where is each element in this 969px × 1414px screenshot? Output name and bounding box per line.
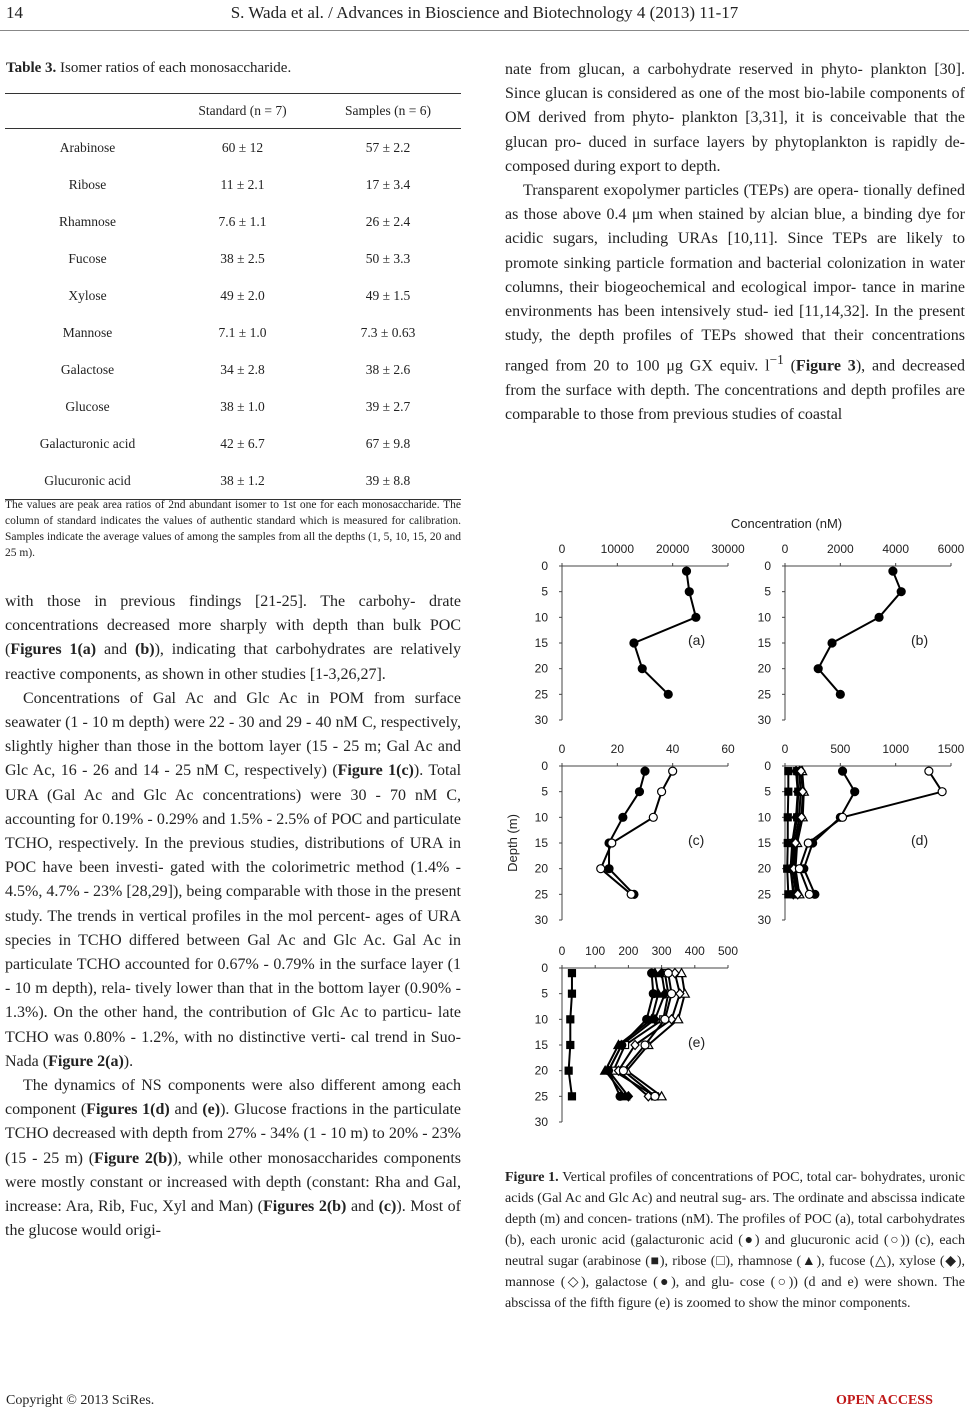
x-tick-label: 0	[781, 742, 789, 756]
y-tick-label: 30	[757, 713, 771, 727]
x-tick-label: 1000	[882, 742, 910, 756]
text-run: ). Glucose fractions in the particulate TCHO decreased with depth from 27% - 34% (1 - 10 m) to 20% - 23% (15 - 25 m) (	[5, 1101, 462, 1167]
table-cell: 42 ± 6.7	[220, 435, 265, 451]
left-text-column	[5, 590, 461, 1243]
data-point	[664, 969, 672, 977]
table-cell: 38 ± 1.2	[170, 462, 315, 500]
copyright: Copyright © 2013 SciRes.	[6, 1393, 155, 1408]
text-run: ). Total URA (Gal Ac and Glc Ac concentrations) were 30 - 70 nM C, accounting for 0.19% - 0.29% and 1.5% - 2.5% of POC and particulate TCHO, respectively. In the previous studies, distributions of URA in POC have been investi- gated with the colorimetric method (1.4% - 4.5%, 4.7% - 23% [28,29]), being comparable with those in the present study. The trends in vertical profiles in the mol percent- ages of URA species in TCHO differed between Gal Ac and Glc Ac. Gal Ac in particulate TCHO accounted for 0.67% - 0.79% in the surface layer (1 - 10 m depth), rela- tively lower than that in the bottom layer (0.90% - 1.3%). On the other hand, the contribution of Glc Ac to particu- late TCHO was 0.80% - 1.2%, with no distinctive verti- cal trend in Suo-Nada (	[5, 762, 462, 1070]
table-row	[5, 277, 461, 314]
x-tick-label: 0	[558, 944, 566, 958]
table-cell: 7.6 ± 1.1	[218, 213, 267, 229]
data-point	[669, 767, 677, 775]
data-point	[567, 1042, 574, 1049]
y-tick-label: 30	[534, 913, 548, 927]
y-tick-label: 15	[534, 636, 548, 650]
text-run: (	[783, 357, 796, 375]
text-run: with those in previous findings [21-25]. The carbohy- drate concentrations decreased more sharply with depth than bulk POC (	[5, 593, 461, 659]
header-divider	[0, 30, 969, 31]
data-point	[839, 813, 847, 821]
paragraph	[5, 590, 461, 687]
data-point	[851, 788, 859, 796]
data-point	[661, 1015, 669, 1023]
data-point	[785, 788, 792, 795]
data-point	[658, 788, 666, 796]
figure-ref: Figure 2(a)	[48, 1052, 124, 1070]
data-point	[651, 1092, 659, 1100]
table-cell: 11 ± 2.1	[220, 176, 265, 192]
data-point	[630, 639, 638, 647]
x-tick-label: 0	[558, 542, 566, 556]
y-tick-label: 10	[534, 1012, 548, 1027]
table-cell: 60 ± 12	[221, 139, 264, 155]
y-tick-label: 10	[534, 610, 548, 625]
open-access-badge: OPEN ACCESS	[836, 1393, 933, 1408]
data-point	[804, 839, 812, 847]
x-tick-label: 500	[830, 742, 851, 756]
paragraph	[5, 1074, 461, 1243]
table-row	[5, 351, 461, 388]
y-tick-label: 5	[764, 584, 771, 599]
panel-label: (a)	[688, 632, 706, 648]
data-point	[897, 588, 905, 596]
table-cell: 7.3 ± 0.63	[360, 324, 416, 340]
paragraph: nate from glucan, a carbohydrate reserved in phyto- plankton [30]. Since glucan is considered as one of the most bio-labile components of OM derived from phyto- plankton [3,31], it is conceivable that the glucan pro- duced in surface layers by phytoplankton is rapidly de- composed during export to depth.	[505, 61, 965, 175]
table-note: The values are peak area ratios of 2nd abundant isomer to 1st one for each monosaccharide. The column of standard indicates the values of authentic standard which is measured for calibration. Samples indicate the average values of among the samples from all the depths (1, 5, 10, 15, 20 and 25 m).	[5, 499, 461, 559]
text-run: ), and decreased from the surface with depth. The concentrations and depth profiles are comparable to those from previous studies of coastal	[505, 357, 966, 424]
x-tick-label: 6000	[937, 542, 965, 556]
y-tick-label: 10	[757, 610, 771, 625]
table-cell: Ribose	[68, 176, 107, 192]
table-caption	[6, 60, 291, 77]
series-line	[804, 771, 855, 894]
panel-label: (b)	[911, 632, 929, 648]
panel-label: (d)	[911, 832, 929, 848]
y-tick-label: 25	[757, 887, 771, 902]
data-point	[683, 567, 691, 575]
table-row	[5, 240, 461, 277]
data-point	[568, 1093, 575, 1100]
data-point	[814, 665, 822, 673]
data-point	[664, 690, 672, 698]
table-cell: 49 ± 2.0	[220, 287, 265, 303]
y-tick-label: 0	[541, 961, 548, 975]
y-tick-label: 0	[541, 559, 548, 573]
x-tick-label: 10000	[600, 542, 635, 556]
y-tick-label: 0	[764, 559, 771, 573]
x-tick-label: 0	[781, 542, 789, 556]
figure-ref: Figure 2(b)	[94, 1149, 173, 1167]
y-tick-label: 30	[757, 913, 771, 927]
data-point	[839, 767, 847, 775]
y-tick-label: 25	[757, 687, 771, 702]
data-point	[784, 814, 791, 821]
panel-label: (c)	[688, 832, 705, 848]
data-point	[649, 813, 657, 821]
y-axis-title: Depth (m)	[505, 814, 520, 872]
y-tick-label: 5	[541, 986, 548, 1001]
text-run: The dynamics of NS components were also different among each component (	[5, 1077, 461, 1119]
table-row	[5, 462, 461, 500]
figure-ref: Figures 2(b)	[263, 1198, 347, 1216]
table-row	[5, 314, 461, 351]
x-axis-title: Concentration (nM)	[730, 516, 843, 531]
table-header-cell	[5, 94, 170, 129]
data-point	[685, 588, 693, 596]
text-run: ), while other monosaccharides components were mostly constant or increased with depth (constant: Rha and Gal, increase: Ara, Rib, Fuc, Xyl and Man) (	[5, 1149, 462, 1216]
y-tick-label: 5	[541, 584, 548, 599]
y-tick-label: 20	[757, 661, 771, 676]
y-tick-label: 25	[534, 887, 548, 902]
data-point	[648, 969, 656, 977]
data-point	[627, 890, 635, 898]
table-cell: 39 ± 8.8	[315, 462, 461, 500]
table-cell: 57 ± 2.2	[365, 139, 411, 155]
text-run: and	[169, 1101, 203, 1119]
data-point	[619, 813, 627, 821]
y-tick-label: 5	[541, 784, 548, 799]
table-row	[5, 388, 461, 425]
y-tick-label: 5	[764, 784, 771, 799]
y-tick-label: 25	[534, 687, 548, 702]
data-point	[641, 1041, 649, 1049]
data-point	[568, 990, 575, 997]
y-tick-label: 15	[757, 636, 771, 650]
data-point	[597, 865, 605, 873]
figure-ref: (b)	[135, 641, 155, 659]
table-cell: Glucose	[65, 398, 110, 414]
y-tick-label: 0	[764, 759, 771, 773]
table-cell: 38 ± 2.5	[220, 250, 265, 266]
y-tick-label: 15	[534, 1038, 548, 1052]
figure-caption-text: Vertical profiles of concentrations of POC, total car- bohydrates, uronic acids (Gal Ac and Glc Ac) and neutral sug- ars. The ordinate and abscissa indicate depth (m) and concen- trations (nM). The profiles of POC (a), total carbohydrates (b), each uronic acid (galacturonic acid (●) and glucuronic acid (○)) (c), each neutral sugar (arabinose (■), ribose (□), rhamnose (▲), fucose (△), xylose (◆), mannose (◇), galactose (●), and glu- cose (○)) (d and e) were shown. The abscissa of the fifth figure (e) is zoomed to show the minor components.	[505, 1170, 966, 1311]
y-tick-label: 25	[534, 1089, 548, 1104]
table-cell: Galactose	[60, 361, 115, 377]
text-run: and	[346, 1198, 379, 1216]
data-point	[605, 865, 613, 873]
figure-caption	[505, 1167, 965, 1314]
data-point	[649, 990, 657, 998]
data-point	[618, 1041, 626, 1049]
x-tick-label: 60	[721, 742, 735, 756]
table-row	[5, 203, 461, 240]
table-row	[5, 129, 461, 167]
text-run: and	[96, 641, 136, 659]
data-point	[568, 970, 575, 977]
table-cell: 49 ± 1.5	[365, 287, 411, 303]
table-cell: 7.1 ± 1.0	[218, 324, 267, 340]
x-tick-label: 400	[684, 944, 705, 958]
table-cell: 67 ± 9.8	[365, 435, 411, 451]
table-cell: 38 ± 1.0	[220, 398, 265, 414]
data-point	[785, 768, 792, 775]
data-point	[641, 767, 649, 775]
table-cell: Galacturonic acid	[39, 435, 136, 451]
data-point	[635, 788, 643, 796]
x-tick-label: 40	[665, 742, 680, 756]
table-cell: 38 ± 2.6	[365, 361, 411, 377]
running-title: S. Wada et al. / Advances in Bioscience and Biotechnology 4 (2013) 11-17	[230, 3, 739, 22]
superscript: −1	[769, 352, 784, 368]
text-run: Transparent exopolymer particles (TEPs) are opera- tionally defined as those above 0.4 μm when stained by alcian blue, a binding dye for acidic sugars, including URAs [10,11]. Since TEPs are likely to promote sinking particle formation and bacterial colonization in water columns, their biogeochemical and ecological impor- tance in marine environments has been intensively stud- ied [11,14,32]. In the present study, the depth profiles of TEPs showed that their concentrations ranged from 20 to 100 μg GX equiv. l	[505, 182, 965, 375]
x-tick-label: 30000	[711, 542, 745, 556]
x-tick-label: 20000	[655, 542, 690, 556]
text-run: Concentrations of Gal Ac and Glc Ac in POM from surface seawater (1 - 10 m depth) were 22 - 30 and 29 - 40 nM C, respectively, slightly higher than those in the bottom layer (15 - 25 m; Gal Ac and Glc Ac, 16 - 26 and 14 - 25 nM C, respectively) (	[5, 689, 461, 780]
y-tick-label: 20	[757, 861, 771, 876]
table-cell: 39 ± 2.7	[365, 398, 411, 414]
table-cell: Rhamnose	[59, 213, 116, 229]
table-caption-label: Table 3.	[6, 60, 57, 76]
table-cell: Xylose	[68, 287, 107, 303]
data-point	[668, 990, 676, 998]
text-run: ). Most of the glucose would origi-	[5, 1198, 462, 1240]
y-tick-label: 10	[534, 810, 548, 825]
right-text-column	[505, 58, 965, 427]
data-point	[619, 1067, 627, 1075]
table-cell: Arabinose	[59, 139, 116, 155]
table-header-row	[5, 94, 461, 129]
figure-ref: Figure 3	[795, 357, 856, 375]
data-point	[805, 890, 813, 898]
y-tick-label: 30	[534, 713, 548, 727]
x-tick-label: 1500	[937, 742, 965, 756]
y-tick-label: 15	[757, 836, 771, 850]
isomer-ratio-table	[5, 93, 461, 500]
x-tick-label: 2000	[826, 542, 854, 556]
x-tick-label: 500	[717, 944, 739, 958]
x-tick-label: 100	[585, 944, 606, 958]
figure-ref: Figure 1(c)	[337, 762, 414, 780]
paragraph	[505, 179, 965, 427]
text-run: ).	[123, 1052, 134, 1070]
y-tick-label: 15	[534, 836, 548, 850]
data-point	[567, 1016, 574, 1023]
figure-ref: Figures 1(d)	[86, 1101, 170, 1119]
panel-label: (e)	[688, 1034, 706, 1050]
figure-1-depth-profiles	[500, 510, 969, 1150]
table-header-cell: Standard (n = 7)	[170, 94, 315, 129]
table-cell: Glucuronic acid	[5, 462, 170, 500]
data-point	[889, 567, 897, 575]
figure-caption-label: Figure 1.	[505, 1170, 559, 1185]
data-point	[828, 639, 836, 647]
x-tick-label: 200	[618, 944, 639, 958]
y-tick-label: 20	[534, 861, 548, 876]
table-row	[5, 425, 461, 462]
y-tick-label: 10	[757, 810, 771, 825]
table-cell: Mannose	[62, 324, 113, 340]
text-run: ), indicating that carbohydrates are relatively reactive components, as shown in other studies [1-3,26,27].	[5, 641, 461, 683]
data-point	[638, 665, 646, 673]
table-header-cell: Samples (n = 6)	[315, 94, 461, 129]
data-point	[875, 613, 883, 621]
figure-ref: Figures 1(a)	[10, 641, 97, 659]
table-cell: 17 ± 3.4	[365, 176, 411, 192]
table-cell: 34 ± 2.8	[220, 361, 265, 377]
figure-ref: (e)	[202, 1101, 221, 1119]
table-cell: 26 ± 2.4	[365, 213, 411, 229]
x-tick-label: 20	[610, 742, 625, 756]
table-cell: Fucose	[68, 250, 107, 266]
x-tick-label: 0	[558, 742, 566, 756]
data-point	[925, 767, 933, 775]
y-tick-label: 20	[534, 661, 548, 676]
data-point	[938, 788, 946, 796]
y-tick-label: 30	[534, 1115, 548, 1129]
page-number: 14	[6, 3, 23, 22]
series-line	[818, 571, 901, 694]
data-point	[836, 690, 844, 698]
data-point	[692, 613, 700, 621]
table-row	[5, 166, 461, 203]
y-tick-label: 0	[541, 759, 548, 773]
figure-ref: (c)	[378, 1198, 397, 1216]
data-point	[795, 865, 803, 873]
x-tick-label: 300	[651, 944, 672, 958]
x-tick-label: 4000	[882, 542, 910, 556]
data-point	[616, 1092, 624, 1100]
y-tick-label: 20	[534, 1063, 548, 1078]
data-point	[565, 1067, 572, 1074]
data-point	[604, 1067, 612, 1075]
table-cell: 50 ± 3.3	[365, 250, 411, 266]
data-point	[608, 839, 616, 847]
paragraph	[5, 687, 461, 1074]
data-point	[643, 1015, 651, 1023]
table-caption-text: Isomer ratios of each monosaccharide.	[60, 60, 292, 76]
